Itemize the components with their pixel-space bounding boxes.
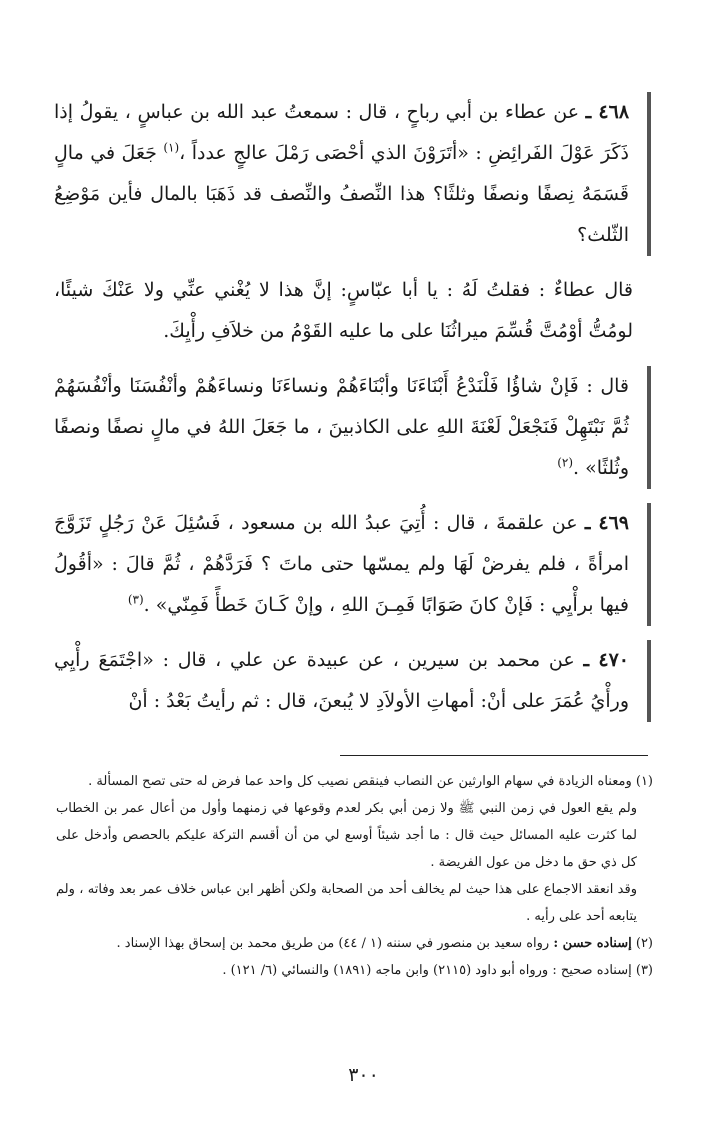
footnote-grade: إسناده حسن : [553,936,632,951]
footnote-text: إسناده صحيح : ورواه أبو داود (٢١١٥) وابن ماجه (١٨٩١) والنسائي (٦/ ١٢١) . [222,963,632,978]
ibn-abbas-reply [54,366,651,489]
footnote-1 [56,768,653,795]
footnotes [56,768,653,984]
hadith-number: ٤٧٠ ـ [583,649,629,671]
text-line: ثُمَّ نَبْتَهِلْ فَنَجْعَلْ لَعْنَةَ اللهِ على الكاذبينَ ، ما جَعَلَ اللهُ في مالٍ نصفًا ونصفًا [54,416,629,438]
text-line: «أقُولُ فيها برأْيِي : فَإنْ كانَ صَوَابًا فَمِـنَ اللهِ ، وإنْ كَـانَ خَطأً فَمِنّي» . [54,553,629,616]
text-line: عن علقمةَ ، قال : أُتِيَ عبدُ الله بن مسعود ، فَسُئِلَ عَنْ رَجُلٍ [98,512,578,534]
hadith-470 [54,640,651,722]
footnote-mark: (٣) [635,963,653,978]
hadith-468 [54,92,651,256]
footnote-mark: (١) [635,774,653,789]
text-line: رأْيِي ورأْيُ عُمَرَ على أنْ: أمهاتِ الأولاَدِ لا يُبعنَ، قال : ثم رأيتُ بَعْدُ : أنْ [54,649,629,712]
text-line: يقولُ إذا ذَكَرَ عَوْلَ الفَرائِضِ : «أتَرَوْنَ الذي أحْصَى رَمْلَ عالجٍ عدداً ، [54,101,630,164]
text-line: عن عطاء بن أبي رباحٍ ، قال : سمعتُ عبد الله بن عباسٍ ، [124,101,580,123]
hadith-number: ٤٦٨ ـ [585,101,630,123]
text-line: فأين مَوْضِعُ الثّلث؟ [54,183,629,246]
footnote-text: رواه سعيد بن منصور في سننه (١ / ٤٤) من طريق محمد بن إسحاق بهذا الإسناد . [116,936,550,951]
text-line: جَعَلَ في مالٍ قَسَمَهُ نِصفًا ونصفًا وثلثًا؟ هذا النِّصفُ والنِّصف قد ذَهَبَا بالمال [54,142,629,205]
footnote-ref: (٣) [127,592,144,607]
text-line: تَزَوَّجَ امرأةً ، فلم يفرضْ لَهَا ولم يمسّها حتى ماتَ ؟ فَرَدَّهُمْ ، ثُمَّ قالَ : [54,512,630,575]
hadith-number: ٤٦٩ ـ [584,512,629,534]
footnote-ref: (١) [163,140,180,155]
footnote-text: ومعناه الزيادة في سهام الوارثين عن النصاب فينقص نصيب كل واحد عما فرض له حتى تصح المسألة . [88,774,632,789]
page-number: ٣٠٠ [348,1064,379,1086]
main-text [54,92,651,736]
text-line: وثُلثًا» . [573,457,629,479]
text-line: قال عطاءٌ : فقلتُ لَهُ : يا أبا عبّاسٍ: إنَّ هذا لا يُغْني عنِّي ولا عَنْكَ [102,279,633,301]
footnote-1-continued: ولم يقع العول في زمن النبي ﷺ ولا زمن أبي بكر لعدم وقوعها في زمنهما وأول من أعال عمر بن الخطاب لما كثرت عليه المسائل حيث قال : ما أجد شيئاً أوسع لي من أن أقسم التركة عليكم بالحصص وأدخل على كل ذي حق ما دخل من عول الفريضة . [56,801,637,870]
footnote-3 [56,957,653,984]
text-line: عن محمد بن سيرين ، عن عبيدة عن علي ، قال : «اجْتَمَعَ [98,649,575,671]
footnote-ref: (٢) [557,455,574,470]
text-line: قال : فَإنْ شاؤُا فَلْنَدْعُ أَبْنَاءَنَا وأبْنَاءَهُمْ ونساءَنَا ونساءَهُمْ وأنْفُسَنَا وأنْفُسَهُمْ [54,375,629,397]
hadith-469 [54,503,651,626]
footnote-divider [340,755,648,756]
footnote-2 [56,930,653,957]
text-line: شيئًا، لومُتُّ أوْمُتَّ قُسِّمَ ميراثُنَا على ما عليه القَوْمُ من خلاَفِ رأْيِكَ. [54,279,633,342]
ata-reply [54,270,651,352]
footnote-mark: (٢) [635,936,653,951]
footnote-1-continued: وقد انعقد الاجماع على هذا حيث لم يخالف أحد من الصحابة ولكن أظهر ابن عباس خلاف عمر بعد وفاته ، ولم يتابعه أحد على رأيه . [56,882,637,924]
